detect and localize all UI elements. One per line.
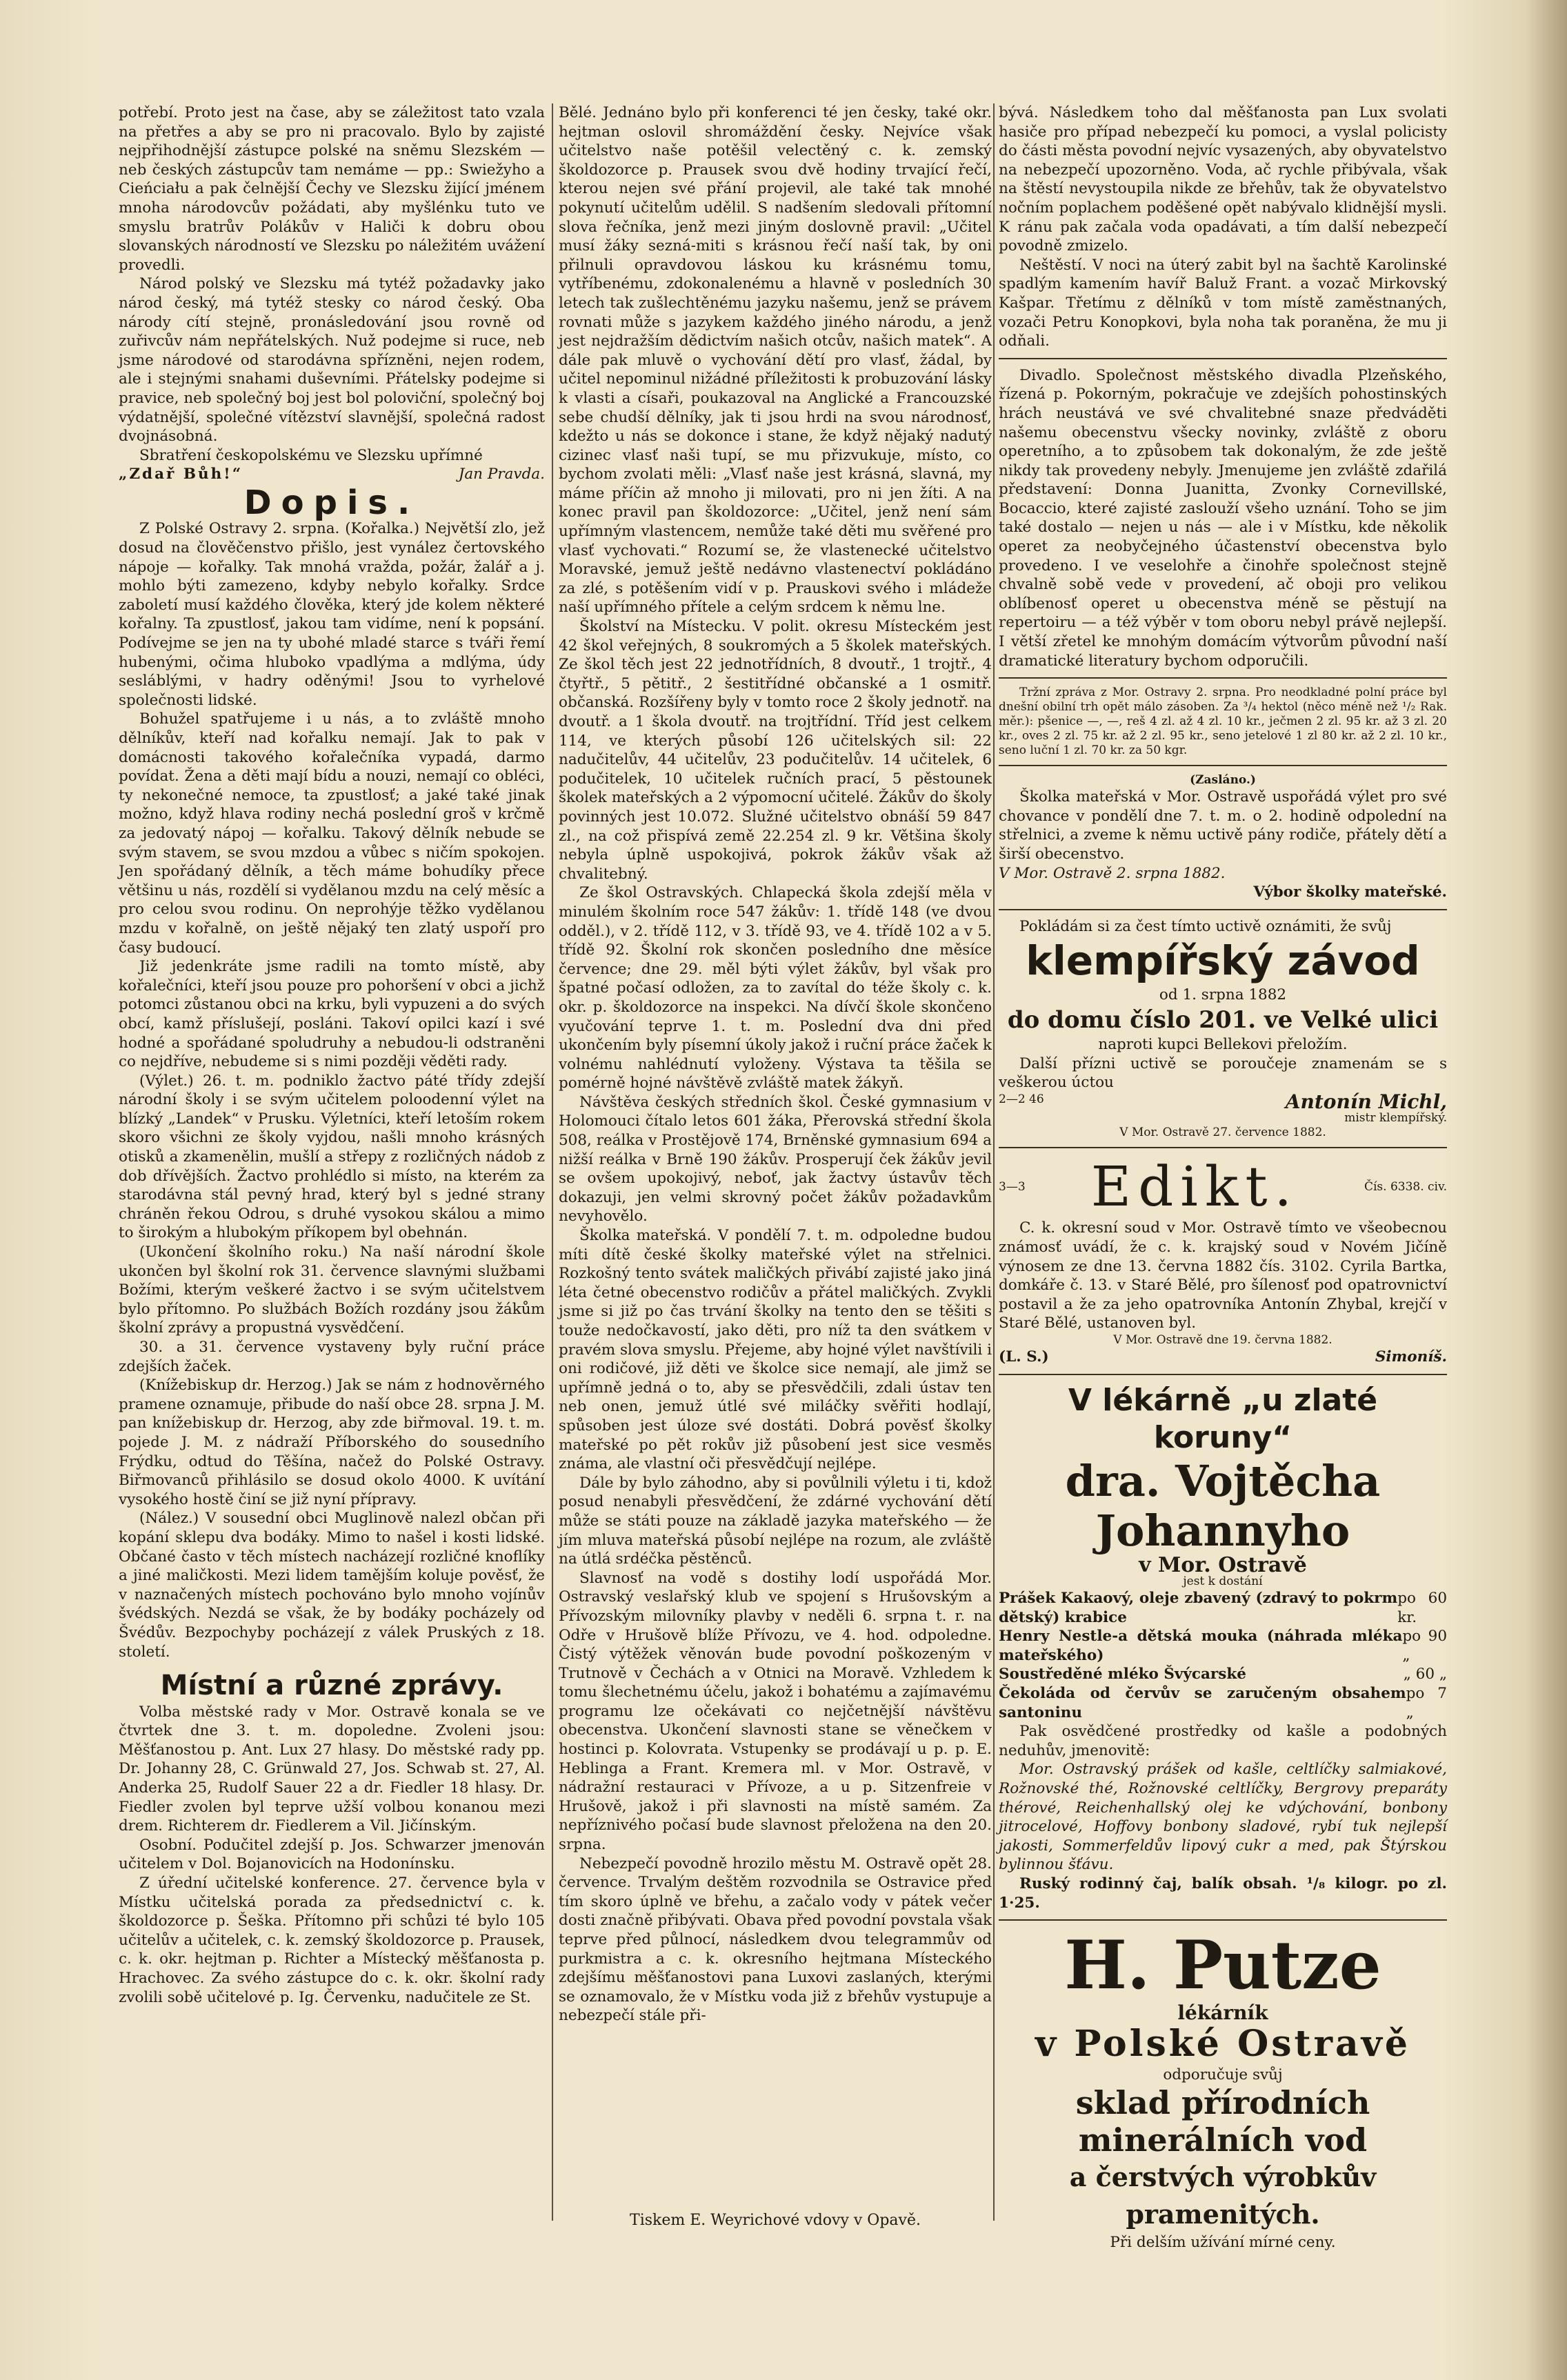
advert-address: do domu číslo 201. ve Velké ulici — [1007, 1006, 1439, 1034]
article-text: Školství na Místecku. V polit. okresu Místeckém jest 42 škol veřejných, 8 soukromých a 5 školek mateřských. Ze škol těch jest 22 jednotřídních, 8 dvoutř., 1 trojtř., 4 čtyřtř., 5 pětitř., 2 šestitřídné občanské a 1 osmitř. občanská. Rozšířeny byly v tomto roce 2 školy jednotř. na dvoutř. a 1 škola dvoutř. na trojtřídní. Tříd jest celkem 114, ve kterých působí 126 učitelských sil: 22 nadučitelův, 44 učitelův, 23 podučitelův. 14 učitelek, 6 podučitelek, 10 učitelek ručních prací, 5 pěstounek školek mateřských a 2 výpomocní učitelé. Žákův do školy povinných jest 10.072. Služné učitelstvo obnáší 59 847 zl., na což přispívá země 22.254 zl. 9 kr. Většina školy nebyla úplně uspokojivá, pokrok žákův však až chvalitebný. — [559, 618, 992, 883]
divider — [999, 1919, 1447, 1921]
notice-place: V Mor. Ostravě 2. srpna 1882. — [999, 864, 1226, 882]
edict-header — [999, 1155, 1447, 1219]
article-text: Divadlo. Společnost městského divadla Plzeňského, řízená p. Pokorným, pokračuje ve zdejších pohostinských hrách neustává ve své chvalitebné snaze předváděti našemu obecenstvu všecky novinky, zvláště z oboru operetního, a to způsobem tak dokonalým, že zde ještě nikdy tak provedeny nebyly. Jmenujeme jen zvláště zdařilá představení: Donna Juanitta, Zvonky Cornevillské, Bocaccio, které zajisté zaslouží všeho uznání. Toho se jim také dostalo — nejen u nás — ale i v Místku, kde několik operet za neobyčejného účastenství obecenstva bylo provedeno. I ve veselohře a činohře společnost stejně chvalně sobě vede v provedení, ač oboji pro velikou oblíbenosť operet u obecenstva méně se pěstují na repertoiru — a též výběr v tom oboru nebyl právě nejlepší. I větší zřetel ke mnohým domácím výtvorům původní naší dramatické literatury bychom odporučili. — [999, 366, 1447, 670]
edict-reference: Čís. 6338. civ. — [1364, 1179, 1447, 1194]
article-text: (Nález.) V sousední obci Muglinově nalezl občan při kopání sklepu dva bodáky. Mimo to našel i kosti lidské. Občané často v těch místech nacházejí rozličné knoflíky a jiné maličkosti. Mezi lidem tamějším koluje pověsť, že v naznačených místech pochováno bylo mnoho vojínův švédských. Nezdá se však, že by bodáky pocházely od Švédův. Bezpochyby pocházejí z válek Pruských z 18. století. — [119, 1510, 545, 1661]
price-item: Prášek Kakaový, oleje zbavený (zdravý to pokrm dětský) krabice po 60 kr. — [999, 1590, 1447, 1626]
advert-pharmacy — [999, 1382, 1447, 1913]
article-text: Volba městské rady v Mor. Ostravě konala se ve čtvrtek dne 3. t. m. dopoledne. Zvoleni jsou: Měšťanostou p. Ant. Lux 27 hlasy. Do městské rady pp. Dr. Johanny 28, C. Grünwald 27, Jos. Schwab st. 27, Al. Anderka 25, Rudolf Sauer 22 a dr. Fiedler 18 hlasy. Dr. Fiedler zvolen byl teprve užší volbou konanou mezi drem. Richterem dr. Fiedlerem a Vil. Jičínským. — [119, 1703, 545, 1835]
edict-number: 3—3 — [999, 1179, 1026, 1194]
price-item: Henry Nestle-a dětská mouka (náhrada mléka mateřského) po 90 „ — [999, 1628, 1447, 1664]
column-left — [119, 103, 545, 2007]
article-text: Bělé. Jednáno bylo při konferenci té jen česky, také okr. hejtman oslovil shromáždění česky. Nejvíce však učitelstvo naše potěšil velectěný c. k. zemský školdozorce p. Prausek svou dvě hodiny trvající řečí, kterou nejen své přání projevil, ale také tak mnohé pokynutí učitelům udělil. S nadšením sledovali přítomní slova řečníka, jenž mezi jiným doslovně pravil: „Učitel musí žáky sezná-miti s krásnou řečí naší tak, by oni přilnuli opravdovou láskou ku krásnému tomu, vytříbenému, zdokonalenému a hlavně v posledních 30 letech tak zušlechtěnému jazyku našemu, jenž se právem rovnati může s jazykem každého jiného národu, a jenž jest nejdražším dědictvím našich otcův, našich matek“. A dále pak mluvě o vychování dětí pro vlasť, žádal, by učitel nepominul nižádné příležitosti k probuzování lásky k vlasti a císaři, poukazoval na Anglické a Francouzské sebe chudší dělníky, jak ti jsou hrdi na svou národnosť, kdežto u nás se dokonce i stane, že když nějaký nadutý cizinec vlasť naši tupí, se mu přizvukuje, místo, co bychom zvolati měli: „Vlasť naše jest krásná, slavná, my máme příčin až mnoho ji milovati, pro ni jen žíti. A na konec pravil pan školdozorce: „Učitel, jenž není sám upřímným vlastencem, nemůže také děti mu svěřené pro vlasť vychovati.“ Rozumí se, že vlastenecké učitelstvo Moravské, jemuž ještě nedávno vlastenectví pokládáno za zlé, s potěšením vidí v p. Prauskovi svého i mládeže naší upřímného přítele a celým srdcem k němu lne. — [559, 104, 992, 617]
article-text: Nebezpečí povodně hrozilo městu M. Ostravě opět 28. července. Trvalým deštěm rozvodnila se Ostravice před tím skoro úplně ve břehu, a začalo vody v pátek večer dosti značně přibývati. Obava před povodní povstala však teprve před půlnocí, následkem dvou telegrammův od purkmistra a c. k. okresního hejtmana Místeckého zdejšímu měšťanostovi pana Luxovi zaslaných, kterými se oznamovalo, že v Místku voda již z břehův vystupuje a nebezpečí stále při- — [559, 1854, 992, 2025]
pharmacy-tea: Ruský rodinný čaj, balík obsah. ¹/₈ kilogr. po zl. 1·25. — [999, 1875, 1447, 1912]
section-title-dopis: Dopis. — [243, 483, 420, 522]
divider — [999, 765, 1447, 766]
notice-signature: Výbor školky mateřské. — [1253, 883, 1447, 901]
article-text: Školka mateřská v Mor. Ostravě uspořádá výlet pro své chovance v pondělí dne 7. t. m. o 2. hodině odpolední na střelnici, a zveme k němu uctivě pány rodiče, přátely dětí a širší obecenstvo. — [999, 788, 1447, 863]
advert-body: Další přízni uctivě se poroučeje znamenám se s veškerou úctou — [999, 1054, 1447, 1092]
putze-name: H. Putze — [1064, 1926, 1381, 2005]
pharmacy-list: Mor. Ostravský prášek od kašle, celtlíčky salmiakové, Rožnovské thé, Rožnovské celtlíčky, Bergrovy preparáty thérové, Reichenhallský olej ke vdýchování, bonbony jitrocelové, Hoffovy bonbony sladové, rybí tuk nejlepší jakosti, Sommerfeldův lipový cukr a med, pak Štýrskou bylinnou šťávu. — [999, 1761, 1447, 1874]
article-text: Školka mateřská. V pondělí 7. t. m. odpoledne budou míti dítě české školky mateřské výlet na střelnici. Rozkošný tento svátek maličkých přivábí zajisté jako jiná léta četné obecenstvo rodičův a přátel maličkých. Zvykli jsme si již po čas trvání školky na tento den se těšiti s touže nedočkavostí, jako děti, pro níž ta den svátkem v pravém slova smyslu. Přejeme, aby hojné výlet navštívili i oni rodičové, již děti ve školce sice nemají, ale jimž se upřímně jedná o to, aby se přesvědčili, zdali ústav ten neb onen, jemuž útlé své miláčky svěřiti hodlají, spůsoben jest úloze své dostáti. Dobrá pověsť školky mateřské po pět rokův již působení jest sice vesměs známa, ale vlastní oči přesvědčují nejlépe. — [559, 1227, 992, 1473]
putze-products: a čerstvých výrobkův pramenitých. — [1069, 2161, 1377, 2230]
article-text: Osobní. Podučitel zdejší p. Jos. Schwarzer jmenován učitelem v Dol. Bojanovicích na Hodonínsku. — [119, 1836, 545, 1873]
putze-note: Při delším užívání mírné ceny. — [1110, 2234, 1336, 2252]
zaslano-heading: (Zasláno.) — [1190, 773, 1256, 788]
article-text: (Knížebiskup dr. Herzog.) Jak se nám z hodnověrného pramene oznamuje, přibude do naší obce 28. srpna J. M. pan knížebiskup dr. Herzog, aby zde biřmoval. 19. t. m. pojede J. M. z nádraží Příborského do sousedního Frýdku, odtud do Těšína, načež do Polské Ostravy. Biřmovanců přihlásilo se dosud okolo 4000. K uvítání vysokého hostě činí se již nyní přípravy. — [119, 1377, 545, 1508]
article-text: Bohužel spatřujeme i u nás, a to zvláště mnoho dělníkův, kteří nad kořalku nemají. Jak to pak v domácnosti takového kořalečníka vypadá, darmo povídat. Žena a děti mají bídu a nouzi, nemají co obléci, ty nekonečné nemoce, ta zpustlosť; a jaké také jinak možno, když hlava rodiny nechá poslední groš v krčmě za jedovatý nápoj — kořalku. Takový dělník nebude se svým stavem, se svou mzdou a vůbec s ničím spokojen. Jen spořádaný dělník, a těch máme bohudíky přece většinu u nás, rozdělí si vydělanou mzdu na celý měsíc a pro celou svou rodinu. On neprohýje těžko vydělanou mzdu v kořalně, on ještě nějaký ten zlatý uspoří pro časy budoucí. — [119, 710, 545, 957]
edict-body: C. k. okresní soud v Mor. Ostravě tímto ve všeobecnou známosť uvádí, že c. k. krajský soud v Novém Jičíně výnosem ze dne 13. června 1882 čís. 3102. Cyrila Bartka, domkáře č. 13. v Staré Bělé, pro šílenosť pod opatrovnictví postavil a že za jeho opatrovníka Antonín Zhybal, krejčí v Staré Bělé, ustanoven byl. — [999, 1219, 1447, 1332]
page-edge-shadow — [1526, 0, 1567, 2380]
market-report: Tržní zpráva z Mor. Ostravy 2. srpna. Pro neodkladné polní práce byl dnešní obilní trh opět málo zásoben. Za ³/₄ hektol (něco méně než ¹/₂ Rak. měr.): pšenice —, —, reš 4 zl. až 4 zl. 10 kr., ječmen 2 zl. 95 kr. až 3 zl. 20 kr., oves 2 zl. 75 kr. až 2 zl. 95 kr., seno jetelové 1 zl 80 kr. až 2 zl. 10 kr., seno luční 1 zl. 70 kr. za 50 kgr. — [999, 686, 1447, 758]
putze-recommend: odporučuje svůj — [1163, 2066, 1283, 2083]
edict-place: V Mor. Ostravě dne 19. června 1882. — [1113, 1332, 1333, 1347]
article-text: bývá. Následkem toho dal měšťanosta pan Lux svolati hasiče pro případ nebezpečí ku pomoci, a vyslal policisty do části města povodní nejvíc vysazených, aby obyvatelstvo na nebezpečí upozorněno. Voda, ač rychle přibývala, však na štěstí nevystoupila nikde ze břehův, tak že obyvatelstvo nočním poplachem poděšené opět nabývalo klidnější mysli. K ránu pak začala voda opadávati, a tím další nebezpečí povodně zmizelo. — [999, 104, 1447, 255]
advert-place: V Mor. Ostravě 27. července 1882. — [1119, 1126, 1326, 1140]
edict-title: Edikt. — [1090, 1154, 1299, 1219]
article-text: (Ukončení školního roku.) Na naší národní škole ukončen byl školní rok 31. července slavnými službami Božími, kterým veškeré žactvo i se svým učitelstvem bylo přítomno. Po službách Božích rozdány jsou žákům školní zprávy a propustná vysvědčení. — [119, 1243, 545, 1337]
divider — [999, 358, 1447, 359]
advert-name: Antonín Michl, — [1285, 1090, 1447, 1113]
article-text: Dále by bylo záhodno, aby si povůlnili výletu i ti, kdož posud nenabyli přesvědčení, že zdárné vychování dětí může se státi pouze na základě jazyka mateřského — že jím mluva mateřská působí nejlépe na rozum, ale zvláště na útlá srdéčka pěstěnců. — [559, 1474, 992, 1568]
pharmacy-title: V lékárně „u zlaté koruny“ — [1068, 1382, 1378, 1455]
pharmacy-available: jest k dostání — [1183, 1574, 1263, 1589]
putze-role: lékárník — [1177, 2001, 1268, 2025]
divider — [999, 909, 1447, 910]
edict-signature: Simoníš. — [1375, 1348, 1447, 1366]
advert-intro: Pokládám si za čest tímto uctivě oznámiti, že svůj — [1019, 917, 1392, 935]
edict-notice — [999, 1155, 1447, 1366]
article-text: Již jedenkráte jsme radili na tomto místě, aby kořalečníci, kteří jsou pouze pro pohoršení v obci a jichž potomci zůstanou obci na krku, byli vypuzeni a do svých obcí, kamž příslušejí, posláni. Takoví opilci kazí i své hodné a spořádané spoludruhy a nebudou-li odstraněni co nejdříve, nebudeme si s nimi později věděti rady. — [119, 958, 545, 1071]
column-middle — [559, 103, 992, 2026]
pharmacy-owner: dra. Vojtěcha Johannyho — [1065, 1455, 1381, 1556]
article-text: (Výlet.) 26. t. m. podniklo žactvo páté třídy zdejší národní školy i se svým učitelem poloodenní výlet na blízký „Landek“ v Prusku. Výletníci, kteří letoším rokem skoro všichni ze školy vyjdou, našli mnoho krásných otisků a zkamenělin, mušlí a střepy z rozličných nádob z dob dřívějších. Žactvo prohlédlo si místo, na kterém za starodávna stál pevný hrad, který byl s jedné strany chráněn řekou Odrou, s druhé vysokou skálou a mimo to širokým a hlubokým příkopem byl obehnán. — [119, 1072, 545, 1242]
article-text: Ze škol Ostravských. Chlapecká škola zdejší měla v minulém školním roce 547 žákův: 1. třídě 148 (ve dvou odděl.), v 2. třídě 112, v 3. třídě 93, ve 4. třídě 102 a v 5. třídě 92. Školní rok skončen posledního dne měsíce července; dne 29. měl býti výlet žákův, byl však pro špatné počasí odložen, za to zavítal do téže školy c. k. okr. p. školdozorce na inspekci. Na dívčí škole skončeno vyučování teprve 1. t. m. Poslední dva dni před ukončením byly písemní úkoly jakož i ruční práce žaček k volnému nahlédnutí vyloženy. Výstava ta těšila se pomérně hojné návštěvě zvláště matek žákyň. — [559, 884, 992, 1092]
article-text: Z úřední učitelské konference. 27. července byla v Místku učitelská porada za předsednictví c. k. školdozorce p. Šeška. Přítomno při schůzi té bylo 105 učitelův a učitelek, c. k. zemský školdozorce p. Prausek, c. k. okr. hejtman p. Richter a Místecký měšťanosta p. Hrachovec. Za svého zástupce do c. k. okr. školní rady zvolili sobě učitelové p. Ig. Červenku, nadučitele ze St. — [119, 1874, 545, 2006]
signature-line — [119, 465, 545, 484]
price-item: Čekoláda od červův se zaručeným obsahem santoninu po 7 „ — [999, 1685, 1447, 1721]
divider — [999, 1147, 1447, 1148]
column-rule — [552, 103, 553, 2221]
author-signature: Jan Pravda. — [458, 466, 545, 483]
column-right — [999, 103, 1447, 2252]
advert-klempir — [999, 917, 1447, 1141]
divider — [999, 677, 1447, 679]
advert-location: naproti kupci Bellekovi přeložím. — [1098, 1035, 1348, 1053]
article-text: Návštěva českých středních škol. České gymnasium v Holomouci čítalo letos 601 žáka, Přerovská střední škola 508, reálka v Prostějově 174, Brněnské gymnasium 694 a nižší reálka v Brně 190 žákův. Prosperují ček žákův jevil se ovšem upokojivý, neboť, jak žactvy ústavův těch dokazuji, jen velmi skrovný počet žákův požadavkům nevyhovělo. — [559, 1093, 992, 1226]
price-item: Soustředěné mléko Švýcarské „ 60 „ — [999, 1666, 1447, 1683]
article-text: Z Polské Ostravy 2. srpna. (Kořalka.) Největší zlo, jež dosud na člověčenstvo přišlo, jest vynález čertovského nápoje — kořalky. Tak mnohá vražda, požár, žalář a j. mohlo býti zamezeno, kdyby nebylo kořalky. Srdce zaboletí musí každého člověka, který jde kolem některé kořalny. Ta zpustlosť, jakou tam vidíme, není k popsání. Podívejme se jen na ty ubohé mladé starce s tváři řemí hubenými, očima hluboko vpadlýma a mdlýma, údy sesláblými, v hadry oděnými! Jsou to vyrhelové společnosti lidské. — [119, 520, 545, 709]
article-text: 30. a 31. července vystaveny byly ruční práce zdejších žaček. — [119, 1339, 545, 1375]
pharmacy-also: Pak osvědčené prostředky od kašle a podobných neduhův, jmenovitě: — [999, 1723, 1447, 1759]
article-text: Slavnosť na vodě s dostihy lodí uspořádá Mor. Ostravský veslařský klub ve spojení s Hrušovským a Přívozským milovníky plavby v neděli 6. srpna t. r. na Odře v Hrušově blíže Přívozu, ve 4. hod. odpoledne. Čistý výtěžek věnován bude povodní poškozeným v Trutnově v Čechách a v Otnici na Moravě. Vzhledem k tomu šlechetnému účelu, jakož i bohatému a zajímavému programu lze očekávati co nejčetnější návštěvu obecenstva. Ukončení slavnosti stane se věnečkem v hostinci p. Kolovrata. Vstupenky se prodávají u p. p. E. Heblinga a Frant. Kremera ml. v Mor. Ostravě, v nádražní restauraci v Přívoze, a u p. Sitzenfreie v Hrušově, jakož i při slavnosti na místě samém. Za nepříznivého počasí bude slavnost přeložena na den 20. srpna. — [559, 1569, 992, 1854]
section-title-local-news: Místní a různé zprávy. — [160, 1670, 503, 1702]
putze-warehouse: sklad přírodních minerálních vod — [1075, 2084, 1370, 2159]
putze-city: v Polské Ostravě — [1035, 2022, 1410, 2065]
advert-date: od 1. srpna 1882 — [1159, 986, 1287, 1004]
edict-seal: (L. S.) — [999, 1348, 1049, 1366]
article-text: Neštěstí. V noci na úterý zabit byl na šachtě Karolinské spadlým kamením havíř Baluž Frant. a vozač Mirkovský Kašpar. Třetímu z dělníků v tom místě zaměstnaných, vozači Petru Konopkovi, byla noha tak poraněna, že mu ji odňali. — [999, 256, 1447, 350]
advert-sign-row — [999, 1092, 1447, 1112]
pharmacy-city: v Mor. Ostravě — [1139, 1552, 1307, 1577]
column-rule — [993, 103, 995, 2221]
article-text: Národ polský ve Slezsku má tytéž požadavky jako národ český, má tytéž stesky co národ český. Oba národy cítí stejně, pronásledování jsou rovně od zuřivcův nám nepřátelských. Nuž podejme si ruce, neb jsme národové od starodávna spřízněni, nejen rodem, ale i stejnými snahami duševními. Přátelsky podejme si pravice, neb společný boj jest bol poloviční, společný boj výdatnější, společné vítězství slavnější, společná radost dvojnásobná. — [119, 275, 545, 446]
closing-salutation: „Zdař Bůh!“ — [119, 466, 243, 483]
edict-sign-row — [999, 1348, 1447, 1367]
article-text: Sbratření českopolskému ve Slezsku upřímné — [139, 446, 483, 464]
article-text: potřebí. Proto jest na čase, aby se záležitost tato vzala na přetřes a aby se pro ni pracovalo. Bylo by zajisté nejpřihodnější zástupce polské na sněmu Slezském — neb českých zástupcův tam nemáme — pp.: Swiežyho a Cieńciału a pak čelnější Čechy ve Slezsku žijící jménem mnoha národovcův požádati, aby myšlénku tuto ve smyslu bratrův Polákův v Haliči k dobru obou slovanských národností ve Slezsku po náležitém uvážení provedli. — [119, 104, 545, 274]
advert-role: mistr klempířský. — [1344, 1111, 1447, 1126]
advert-number: 2—2 46 — [999, 1092, 1044, 1106]
advert-title: klempířský závod — [1026, 937, 1420, 985]
printer-imprint: Tiskem E. Weyrichové vdovy v Opavě. — [630, 2212, 921, 2229]
advert-putze — [999, 1928, 1447, 2252]
divider — [999, 1374, 1447, 1375]
